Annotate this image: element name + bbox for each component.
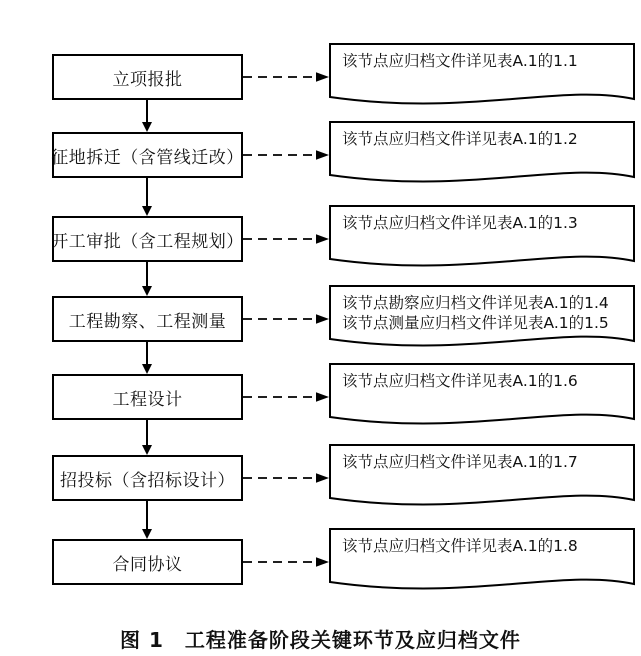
process-box	[52, 374, 243, 420]
flow-row	[0, 43, 641, 115]
dashed-arrow-right-icon	[243, 71, 329, 83]
document-note-line: 该节点测量应归档文件详见表A.1的1.5	[342, 314, 609, 332]
process-box	[52, 216, 243, 262]
dashed-arrow-right-icon	[243, 391, 329, 403]
down-arrow-icon	[142, 342, 152, 374]
dashed-arrow-right-icon	[243, 556, 329, 568]
process-box-label: 工程勘察、工程测量	[68, 311, 227, 332]
document-note-line: 该节点勘察应归档文件详见表A.1的1.4	[342, 294, 609, 312]
document-symbol	[329, 43, 635, 115]
process-box	[52, 539, 243, 585]
dashed-arrow-right-icon	[243, 313, 329, 325]
down-arrow-icon	[142, 100, 152, 132]
process-box-label: 开工审批（含工程规划）	[51, 231, 244, 252]
document-note-line: 该节点应归档文件详见表A.1的1.3	[342, 214, 578, 232]
document-note-line: 该节点应归档文件详见表A.1的1.8	[342, 537, 578, 555]
flow-row	[0, 121, 641, 193]
document-note-line: 该节点应归档文件详见表A.1的1.7	[342, 453, 578, 471]
flow-row	[0, 528, 641, 600]
process-box	[52, 296, 243, 342]
document-note-line: 该节点应归档文件详见表A.1的1.1	[342, 52, 578, 70]
dashed-arrow-right-icon	[243, 472, 329, 484]
document-symbol	[329, 285, 635, 357]
process-box-label: 征地拆迁（含管线迁改）	[51, 147, 244, 168]
process-box	[52, 455, 243, 501]
document-symbol	[329, 363, 635, 435]
flow-row	[0, 444, 641, 516]
process-box	[52, 132, 243, 178]
document-symbol	[329, 121, 635, 193]
flow-row	[0, 285, 641, 357]
process-box-label: 立项报批	[112, 69, 183, 90]
process-box	[52, 54, 243, 100]
down-arrow-icon	[142, 420, 152, 455]
down-arrow-icon	[142, 262, 152, 296]
flow-row	[0, 205, 641, 277]
document-note-line: 该节点应归档文件详见表A.1的1.6	[342, 372, 578, 390]
process-box-label: 工程设计	[112, 389, 183, 410]
down-arrow-icon	[142, 178, 152, 216]
process-box-label: 合同协议	[112, 554, 183, 575]
flow-row	[0, 363, 641, 435]
document-symbol	[329, 528, 635, 600]
dashed-arrow-right-icon	[243, 233, 329, 245]
document-note-line: 该节点应归档文件详见表A.1的1.2	[342, 130, 578, 148]
document-symbol	[329, 205, 635, 277]
down-arrow-icon	[142, 501, 152, 539]
figure-caption: 图 1 工程准备阶段关键环节及应归档文件	[120, 628, 521, 652]
process-box-label: 招投标（含招标设计）	[60, 470, 235, 491]
dashed-arrow-right-icon	[243, 149, 329, 161]
document-symbol	[329, 444, 635, 516]
